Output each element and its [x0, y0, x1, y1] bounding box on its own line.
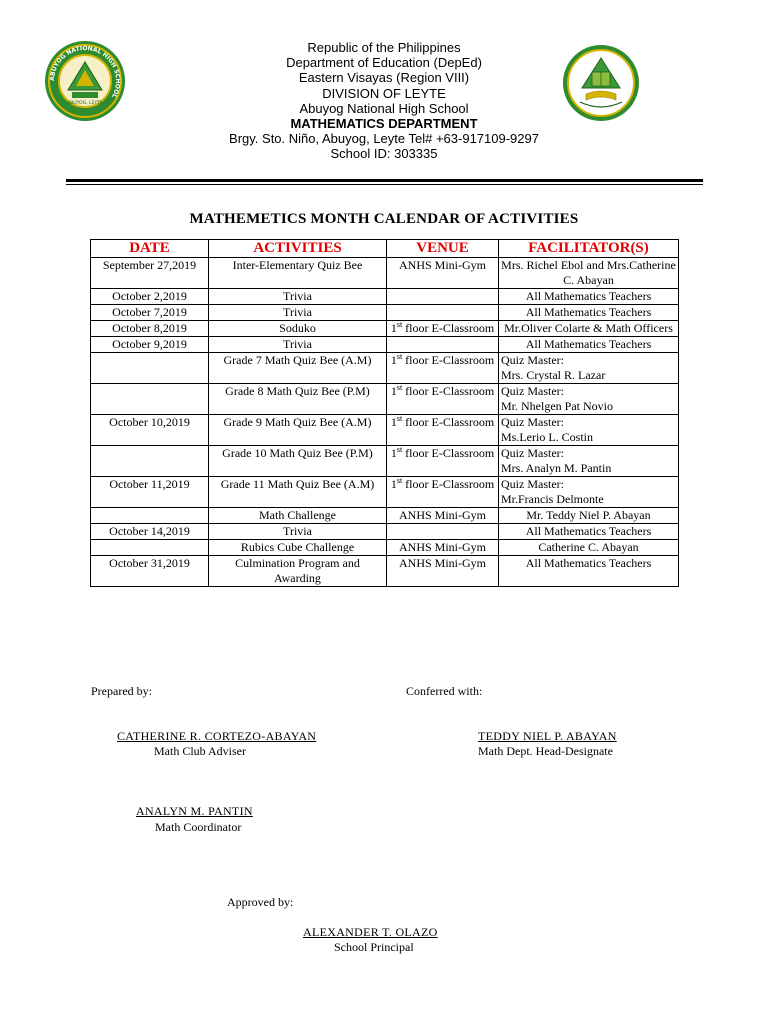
cell-facilitator: [499, 384, 679, 415]
cell-date: October 11,2019: [91, 477, 209, 508]
facilitator-line: Quiz Master:: [501, 477, 564, 491]
cell-facilitator: [499, 289, 679, 305]
cell-activity: Grade 9 Math Quiz Bee (A.M): [209, 415, 387, 446]
venue-floor-number: 1: [390, 446, 397, 460]
venue-floor-number: 1: [390, 321, 397, 335]
cell-venue: ANHS Mini-Gym: [387, 556, 499, 587]
venue-text: floor E-Classroom: [402, 446, 495, 460]
cell-date: October 10,2019: [91, 415, 209, 446]
cell-facilitator: [499, 477, 679, 508]
table-header-row: [91, 240, 679, 258]
activities-table: [90, 239, 679, 587]
cell-facilitator: [499, 556, 679, 587]
cell-date: October 31,2019: [91, 556, 209, 587]
facilitator-name: Mrs. Crystal R. Lazar: [501, 368, 606, 382]
cell-date: October 9,2019: [91, 337, 209, 353]
cell-venue: [387, 384, 499, 415]
signatory-name-coordinator: ANALYN M. PANTIN: [136, 804, 253, 818]
facilitator-line: All Mathematics Teachers: [525, 524, 652, 538]
header-venue: VENUE: [387, 240, 499, 258]
signatory-name-head: TEDDY NIEL P. ABAYAN: [478, 729, 617, 743]
header-activities: ACTIVITIES: [209, 240, 387, 258]
table-row: [91, 477, 679, 508]
approved-by-label: Approved by:: [227, 895, 294, 909]
conferred-with-label: Conferred with:: [406, 684, 483, 698]
signatory-role-head: Math Dept. Head-Designate: [478, 744, 613, 758]
facilitator-line: Mr.Oliver Colarte & Math Officers: [504, 321, 673, 335]
cell-activity: Trivia: [209, 524, 387, 540]
school-id: School ID: 303335: [330, 146, 438, 162]
facilitator-line: Quiz Master:: [501, 446, 564, 460]
cell-date: October 2,2019: [91, 289, 209, 305]
cell-facilitator: [499, 321, 679, 337]
prepared-by-label: Prepared by:: [91, 684, 152, 698]
cell-facilitator: [499, 353, 679, 384]
cell-date: October 8,2019: [91, 321, 209, 337]
department-name: MATHEMATICS DEPARTMENT: [290, 116, 478, 132]
table-row: [91, 540, 679, 556]
cell-venue: [387, 305, 499, 321]
signatory-name-adviser: CATHERINE R. CORTEZO-ABAYAN: [117, 729, 317, 743]
venue-floor-number: 1: [390, 477, 397, 491]
facilitator-name: Mr.Francis Delmonte: [501, 492, 604, 506]
cell-venue: [387, 446, 499, 477]
table-row: [91, 384, 679, 415]
table-row: [91, 415, 679, 446]
signatory-role-coordinator: Math Coordinator: [155, 820, 242, 834]
header-divider-thick: [66, 179, 703, 182]
venue-text: floor E-Classroom: [402, 384, 495, 398]
venue-text: floor E-Classroom: [402, 415, 495, 429]
cell-venue: ANHS Mini-Gym: [387, 258, 499, 289]
table-row: [91, 321, 679, 337]
cell-date: [91, 446, 209, 477]
venue-ordinal: st: [396, 445, 403, 454]
venue-text: floor E-Classroom: [402, 477, 495, 491]
facilitator-line: All Mathematics Teachers: [525, 556, 652, 570]
cell-activity: Culmination Program and Awarding: [209, 556, 387, 587]
header-date: DATE: [91, 240, 209, 258]
cell-date: October 7,2019: [91, 305, 209, 321]
header-line-1: Republic of the Philippines: [307, 40, 461, 55]
school-seal-icon-left: [44, 40, 126, 122]
cell-activity: Trivia: [209, 289, 387, 305]
venue-ordinal: st: [396, 352, 403, 361]
header-divider-thin: [66, 184, 703, 185]
cell-activity: Grade 7 Math Quiz Bee (A.M): [209, 353, 387, 384]
venue-text: floor E-Classroom: [402, 321, 495, 335]
table-row: [91, 353, 679, 384]
cell-activity: Trivia: [209, 337, 387, 353]
cell-activity: Math Challenge: [209, 508, 387, 524]
cell-date: [91, 508, 209, 524]
cell-activity: Rubics Cube Challenge: [209, 540, 387, 556]
cell-facilitator: [499, 258, 679, 289]
signatory-name-principal: ALEXANDER T. OLAZO: [303, 925, 438, 939]
cell-facilitator: [499, 415, 679, 446]
cell-venue: [387, 524, 499, 540]
header-line-5: Abuyog National High School: [299, 100, 469, 116]
cell-venue: [387, 477, 499, 508]
cell-date: [91, 353, 209, 384]
letterhead: [180, 40, 588, 162]
cell-date: September 27,2019: [91, 258, 209, 289]
table-row: [91, 305, 679, 321]
signatory-role-principal: School Principal: [334, 940, 414, 954]
seal-ring-text: ABUYOG NATIONAL HIGH SCHOOL: [48, 44, 122, 100]
facilitator-name: Mrs. Analyn M. Pantin: [501, 461, 612, 475]
cell-facilitator: [499, 540, 679, 556]
venue-text: floor E-Classroom: [402, 353, 495, 367]
signatory-role-adviser: Math Club Adviser: [154, 744, 246, 758]
cell-venue: [387, 353, 499, 384]
cell-venue: [387, 289, 499, 305]
header-facilitators: FACILITATOR(S): [499, 240, 679, 258]
table-row: [91, 337, 679, 353]
venue-ordinal: st: [396, 383, 403, 392]
venue-ordinal: st: [396, 320, 403, 329]
cell-facilitator: [499, 305, 679, 321]
table-row: [91, 508, 679, 524]
header-line-2: Department of Education (DepEd): [286, 55, 482, 71]
venue-floor-number: 1: [390, 353, 397, 367]
cell-facilitator: [499, 524, 679, 540]
venue-floor-number: 1: [390, 415, 397, 429]
cell-facilitator: [499, 508, 679, 524]
cell-venue: ANHS Mini-Gym: [387, 540, 499, 556]
facilitator-line: Mrs. Richel Ebol and Mrs.Catherine C. Abayan: [501, 258, 676, 287]
facilitator-line: Catherine C. Abayan: [538, 540, 639, 554]
cell-activity: Grade 11 Math Quiz Bee (A.M): [209, 477, 387, 508]
venue-ordinal: st: [396, 414, 403, 423]
cell-activity: Soduko: [209, 321, 387, 337]
table-row: [91, 289, 679, 305]
cell-facilitator: [499, 337, 679, 353]
table-body: [91, 258, 679, 587]
cell-venue: [387, 321, 499, 337]
table-row: [91, 524, 679, 540]
cell-activity: Grade 8 Math Quiz Bee (P.M): [209, 384, 387, 415]
facilitator-line: All Mathematics Teachers: [525, 289, 652, 303]
venue-ordinal: st: [396, 476, 403, 485]
table-row: [91, 556, 679, 587]
venue-floor-number: 1: [390, 384, 397, 398]
facilitator-line: Quiz Master:: [501, 415, 564, 429]
cell-activity: Inter-Elementary Quiz Bee: [209, 258, 387, 289]
header-line-4: DIVISION OF LEYTE: [322, 85, 446, 101]
cell-venue: [387, 337, 499, 353]
cell-activity: Grade 10 Math Quiz Bee (P.M): [209, 446, 387, 477]
facilitator-line: Quiz Master:: [501, 384, 564, 398]
cell-venue: [387, 415, 499, 446]
document-title: MATHEMETICS MONTH CALENDAR OF ACTIVITIES: [189, 211, 579, 227]
facilitator-line: All Mathematics Teachers: [525, 305, 652, 319]
cell-date: [91, 540, 209, 556]
cell-facilitator: [499, 446, 679, 477]
table-row: [91, 446, 679, 477]
cell-activity: Trivia: [209, 305, 387, 321]
cell-date: [91, 384, 209, 415]
facilitator-line: Quiz Master:: [501, 353, 564, 367]
facilitator-name: Mr. Nhelgen Pat Novio: [501, 399, 613, 413]
cell-date: October 14,2019: [91, 524, 209, 540]
facilitator-line: All Mathematics Teachers: [525, 337, 652, 351]
address-line: Brgy. Sto. Niño, Abuyog, Leyte Tel# +63-917109-9297: [229, 131, 539, 147]
facilitator-name: Ms.Lerio L. Costin: [501, 430, 593, 444]
seal-inner-text: ABUYOG, LEYTE: [67, 101, 103, 106]
table-row: [91, 258, 679, 289]
facilitator-line: Mr. Teddy Niel P. Abayan: [526, 508, 651, 522]
header-line-3: Eastern Visayas (Region VIII): [298, 70, 470, 86]
cell-venue: ANHS Mini-Gym: [387, 508, 499, 524]
